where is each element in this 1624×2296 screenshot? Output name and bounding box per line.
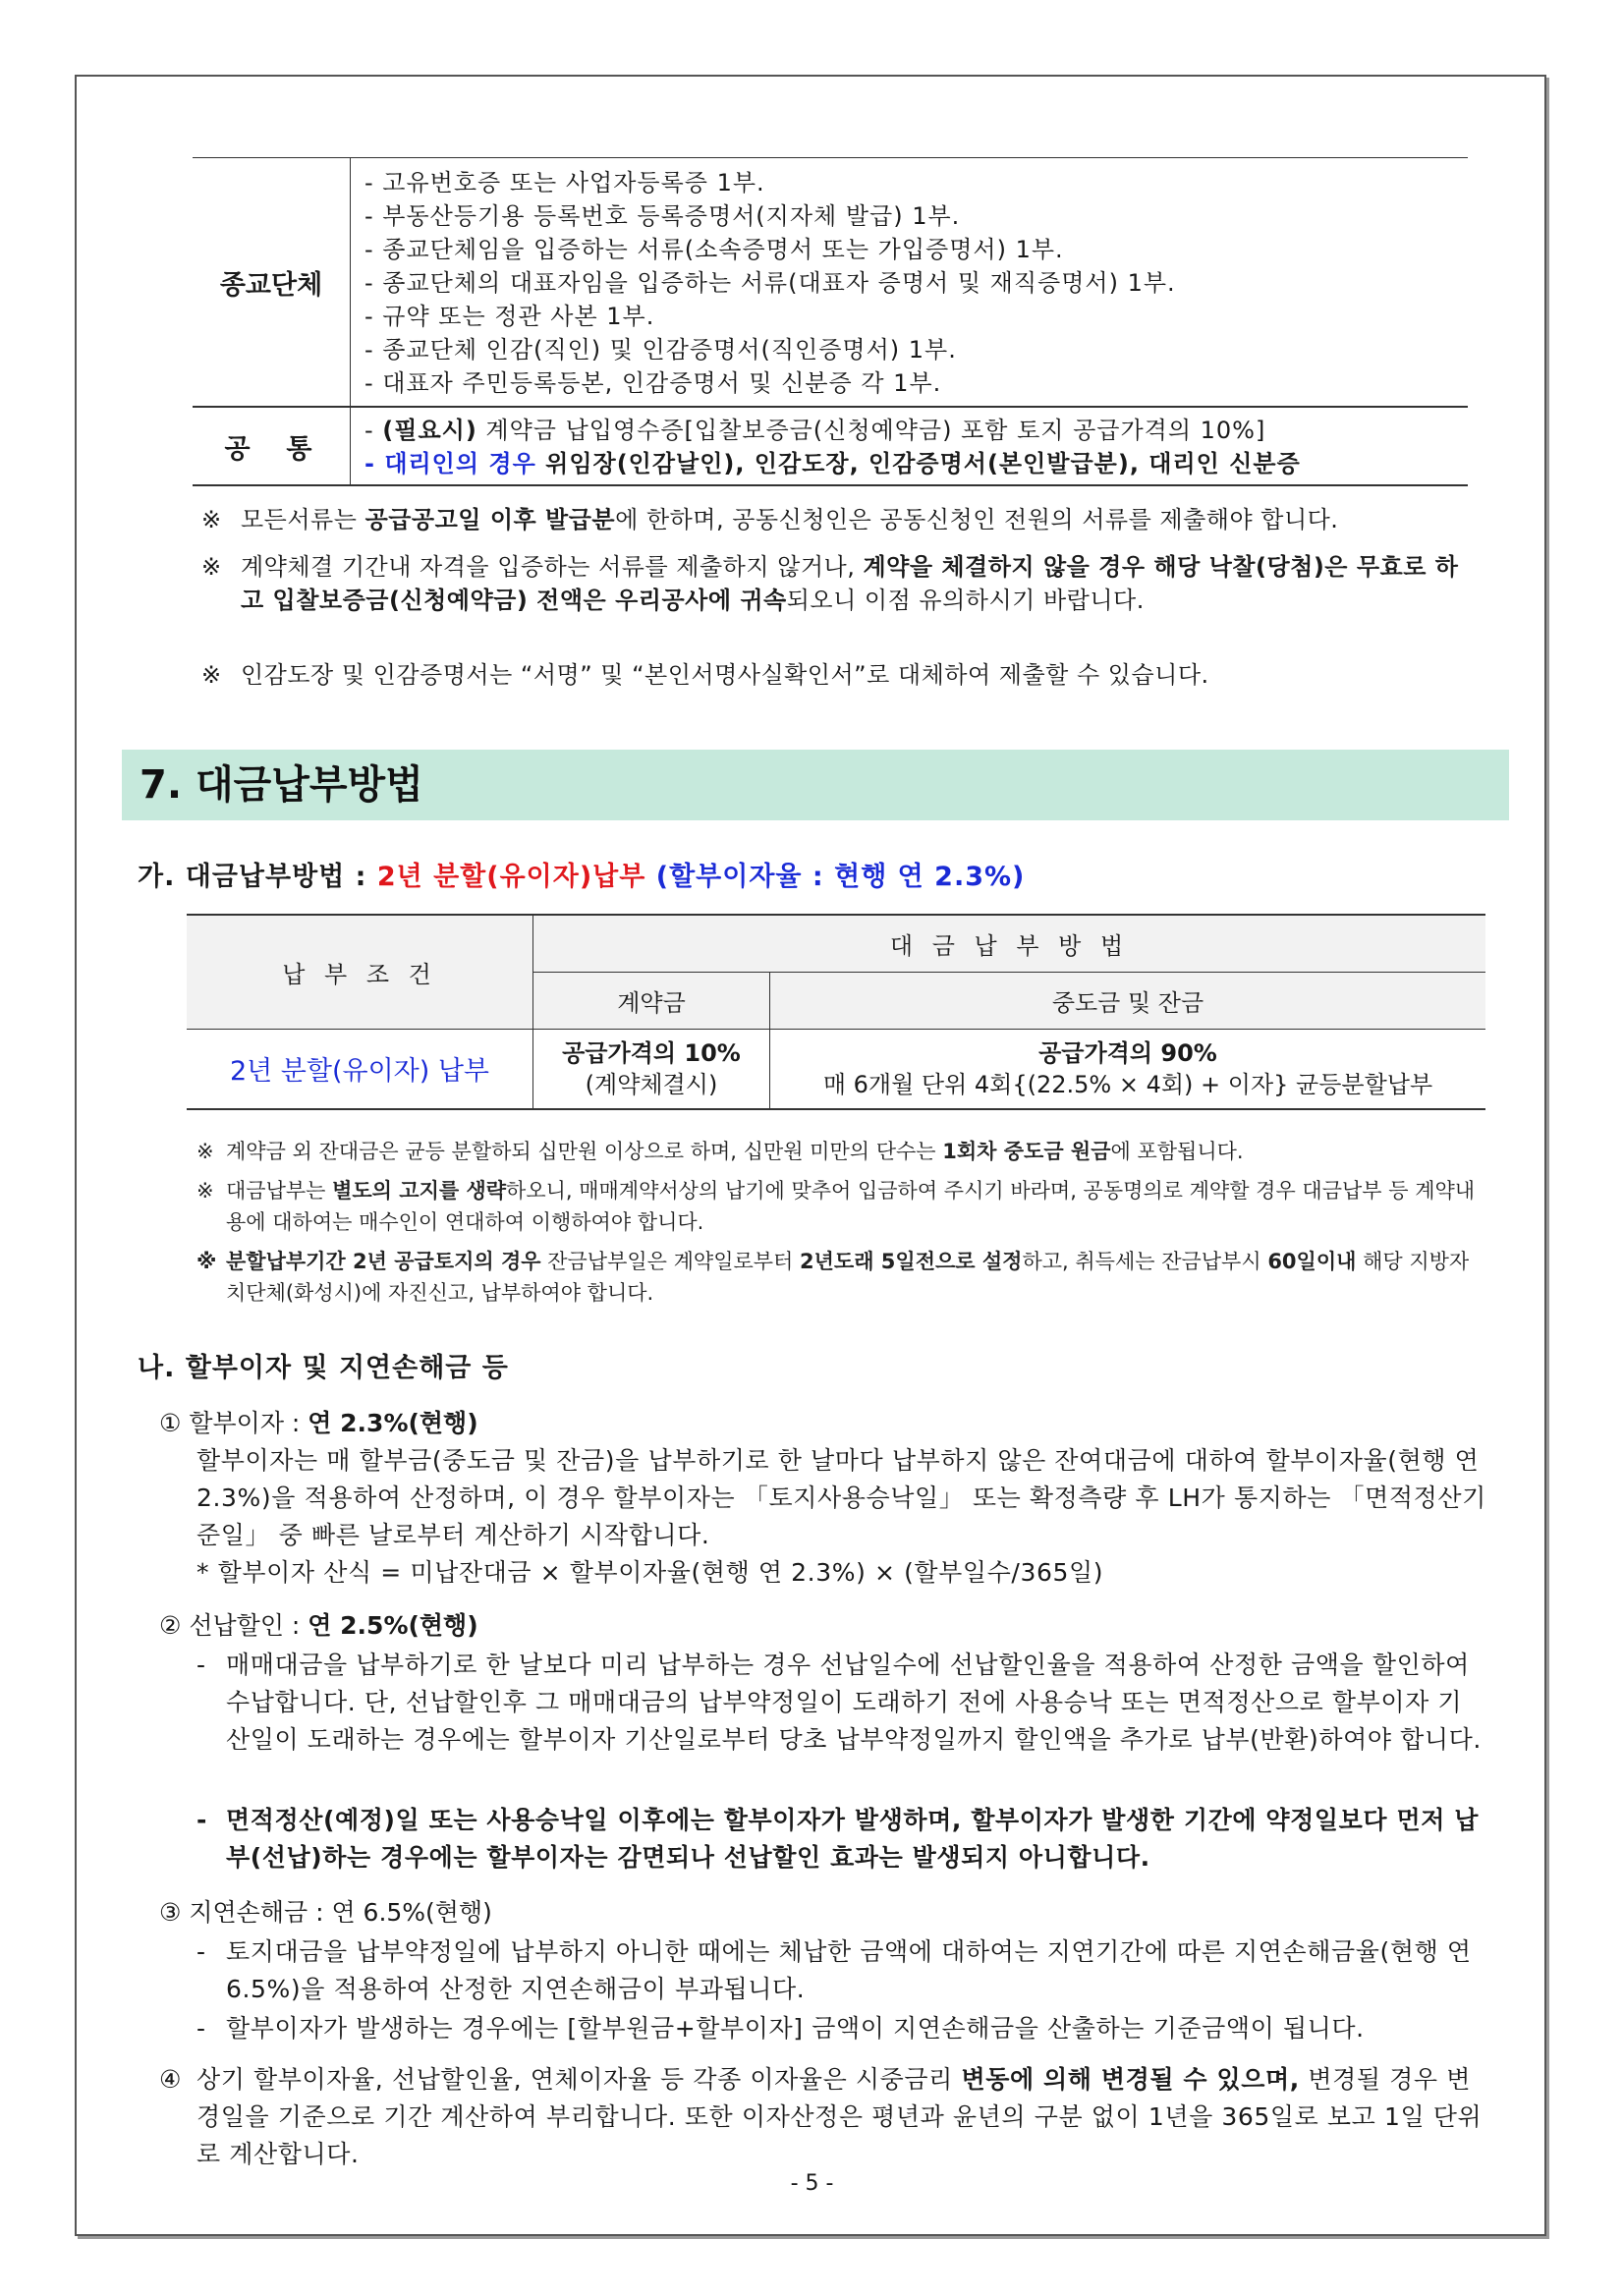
col-deposit-header: 계약금 <box>533 972 770 1029</box>
row-balance-schedule: 매 6개월 단위 4회{(22.5% × 4회) + 이자} 균등분할납부 <box>822 1070 1433 1098</box>
item-2-label: 선납할인 : <box>189 1611 308 1640</box>
col-balance-header: 중도금 및 잔금 <box>770 972 1486 1029</box>
note-1-bold: 공급공고일 이후 발급분 <box>364 506 616 533</box>
item-2-rate: 연 2.5%(현행) <box>308 1611 478 1640</box>
religious-item: - 대표자 주민등록등본, 인감증명서 및 신분증 각 1부. <box>364 369 942 397</box>
item-1-title <box>159 1407 478 1440</box>
common-item-1-bold: (필요시) <box>382 417 477 444</box>
item-4-body <box>196 2061 1487 2173</box>
pay-note-2-text-c: 하오니, 매매계약서상의 납기에 맞추어 입금하여 주시기 바라며, 공동명의로 계약할 경우 대금납부 등 계약내용에 대하여는 매수인이 연대하여 이행하여야 합니다. <box>226 1179 1476 1234</box>
col-method-header: 대 금 납 부 방 법 <box>533 915 1486 972</box>
item-3-title <box>159 1896 492 1930</box>
common-item-2 <box>364 447 1468 480</box>
pay-note-1-bold: 1회차 중도금 원금 <box>942 1140 1111 1163</box>
note-2-bold: 계약을 체결하지 않을 경우 해당 낙찰(당첨)은 무효로 하고 입찰보증금(신청예약금) 전액은 우리공사에 귀속 <box>241 553 1459 614</box>
item-3-detail-1-text: 토지대금을 납부약정일에 납부하지 아니한 때에는 체납한 금액에 대하여는 지연기간에 따른 지연손해금율(현행 연 6.5%)을 적용하여 산정한 지연손해금이 부과됩니다. <box>226 1937 1472 2003</box>
pay-note-2-bold: 별도의 고지를 생략 <box>332 1179 507 1203</box>
pay-note-1-text-c: 에 포함됩니다. <box>1110 1140 1244 1163</box>
item-4-bold: 변동에 의해 변경될 수 있으며, <box>961 2065 1300 2094</box>
item-1-formula: * 할부이자 산식 = 미납잔대금 × 할부이자율(현행 연 2.3%) × (할부일수/365일) <box>196 1558 1104 1587</box>
item-3-detail-2 <box>196 2010 1485 2047</box>
section-7-title: 7. 대금납부방법 <box>122 750 1509 820</box>
pay-note-2-text-a: 대금납부는 <box>226 1179 333 1203</box>
note-mark: ※ <box>201 553 222 581</box>
row-balance-amount: 공급가격의 90% <box>1038 1038 1217 1067</box>
note-2 <box>201 550 1479 617</box>
dash-mark: - <box>196 1806 207 1834</box>
row-deposit-timing: (계약체결시) <box>585 1070 718 1098</box>
item-2-detail-2 <box>196 1802 1485 1876</box>
pay-note-3-text-b: 잔금납부일은 계약일로부터 <box>540 1250 801 1273</box>
common-item-1-dash: - <box>364 417 383 444</box>
item-4-text-a: 상기 할부이자율, 선납할인율, 연체이자율 등 각종 이자율은 시중금리 <box>196 2065 962 2094</box>
subsection-na-title: 나. 할부이자 및 지연손해금 등 <box>138 1353 509 1383</box>
note-2-text-c: 되오니 이점 유의하시기 바랍니다. <box>786 587 1145 614</box>
pay-note-3-bold-c: 2년도래 5일전으로 설정 <box>800 1250 1023 1273</box>
item-4-number-wrap <box>159 2063 181 2097</box>
item-3-detail-2-text: 할부이자가 발생하는 경우에는 [할부원금+할부이자] 금액이 지연손해금을 산출하는 기준금액이 됩니다. <box>226 2014 1365 2043</box>
row-balance <box>770 1029 1486 1109</box>
pay-note-3 <box>196 1246 1484 1309</box>
pay-note-1-text-a: 계약금 외 잔대금은 균등 분할하되 십만원 이상으로 하며, 십만원 미만의 단수는 <box>226 1140 943 1163</box>
payment-table <box>187 914 1485 1110</box>
item-1-label: 할부이자 : <box>189 1409 308 1437</box>
note-mark: ※ <box>201 506 222 533</box>
item-3-number: ③ <box>159 1898 182 1927</box>
pay-note-3-bold-a: 분할납부기간 2년 공급토지의 경우 <box>226 1250 541 1273</box>
common-items <box>351 407 1469 485</box>
row-condition: 2년 분할(유이자) 납부 <box>187 1029 533 1109</box>
common-item-1-text: 계약금 납입영수증[입찰보증금(신청예약금) 포함 토지 공급가격의 10%] <box>476 417 1266 444</box>
religious-item: - 부동산등기용 등록번호 등록증명서(지자체 발급) 1부. <box>364 202 961 230</box>
religious-item: - 종교단체임을 입증하는 서류(소속증명서 또는 가입증명서) 1부. <box>364 236 1064 263</box>
pay-note-3-text-d: 하고, 취득세는 잔금납부시 <box>1022 1250 1268 1273</box>
pay-note-mark: ※ <box>196 1250 217 1273</box>
note-1-text-a: 모든서류는 <box>241 506 365 533</box>
common-label: 공 통 <box>193 407 351 485</box>
common-item-2-bold: 위임장(인감날인), 인감도장, 인감증명서(본인발급분), 대리인 신분증 <box>535 450 1301 477</box>
note-2-text-a: 계약체결 기간내 자격을 입증하는 서류를 제출하지 않거나, <box>241 553 864 581</box>
item-2-title <box>159 1609 478 1643</box>
page-number: - 5 - <box>790 2171 834 2196</box>
note-mark: ※ <box>201 661 222 689</box>
religious-label: 종교단체 <box>193 158 351 408</box>
item-2-number: ② <box>159 1611 182 1640</box>
note-1-text-c: 에 한하며, 공동신청인은 공동신청인 전원의 서류를 제출해야 합니다. <box>615 506 1339 533</box>
religious-item: - 종교단체의 대표자임을 입증하는 서류(대표자 증명서 및 재직증명서) 1부. <box>364 269 1176 297</box>
col-condition-header: 납 부 조 건 <box>187 915 533 1029</box>
documents-table <box>193 157 1468 486</box>
pay-note-mark: ※ <box>196 1179 214 1203</box>
subsection-ga-title <box>138 855 1025 893</box>
payment-header-row-1 <box>187 915 1485 972</box>
dash-mark: - <box>196 2014 206 2043</box>
row-deposit <box>533 1029 770 1109</box>
note-1 <box>201 503 1479 536</box>
item-3-detail-1 <box>196 1933 1485 2008</box>
dash-mark: - <box>196 1651 206 1679</box>
pay-note-1 <box>196 1136 1484 1167</box>
religious-item: - 규약 또는 정관 사본 1부. <box>364 303 655 330</box>
pay-note-2 <box>196 1175 1484 1238</box>
item-1-number: ① <box>159 1409 182 1437</box>
common-item-2-blue: - 대리인의 경우 <box>364 450 536 477</box>
common-row <box>193 407 1468 485</box>
payment-row <box>187 1029 1485 1109</box>
religious-row <box>193 158 1468 408</box>
note-3-text: 인감도장 및 인감증명서는 “서명” 및 “본인서명사실확인서”로 대체하여 제출할 수 있습니다. <box>241 661 1209 689</box>
note-3 <box>201 658 1479 692</box>
pay-note-3-text-f: 해당 지방자치단체(화성시)에 자진신고, 납부하여야 합니다. <box>226 1250 1470 1305</box>
dash-mark: - <box>196 1937 206 1966</box>
row-deposit-amount: 공급가격의 10% <box>562 1038 741 1067</box>
item-2-detail-1-text: 매매대금을 납부하기로 한 날보다 미리 납부하는 경우 선납일수에 선납할인율을 적용하여 산정한 금액을 할인하여 수납합니다. 단, 선납할인후 그 매매대금의 납부약정일이 도래하기 전에 사용승낙 또는 면적정산으로 할부이자 기산일이 도래하는 경우에는 할부이자 기산일로부터 당초 납부약정일까지 할인액을 추가로 납부(반환)하여야 합니다. <box>226 1651 1482 1754</box>
item-2-detail-1 <box>196 1647 1485 1759</box>
religious-items <box>351 158 1469 408</box>
religious-item: - 종교단체 인감(직인) 및 인감증명서(직인증명서) 1부. <box>364 336 957 364</box>
item-1-rate: 연 2.3%(현행) <box>308 1409 478 1437</box>
common-item-1 <box>364 414 1468 447</box>
item-4-number: ④ <box>159 2065 182 2094</box>
item-1-body: 할부이자는 매 할부금(중도금 및 잔금)을 납부하기로 한 날마다 납부하지 않은 잔여대금에 대하여 할부이자율(현행 연2.3%)을 적용하여 산정하며, 이 경우 할부이자는 「토지사용승낙일」 또는 확정측량 후 LH가 통지하는 「면적정산기준일」 중 빠른 날로부터 계산하기 시작합니다. <box>196 1446 1486 1549</box>
item-2-detail-2-text: 면적정산(예정)일 또는 사용승낙일 이후에는 할부이자가 발생하며, 할부이자가 발생한 기간에 약정일보다 먼저 납부(선납)하는 경우에는 할부이자는 감면되나 선납할인 효과는 발생되지 아니합니다. <box>226 1806 1479 1872</box>
pay-note-mark: ※ <box>196 1140 214 1163</box>
subsection-ga-blue: (할부이자율 : 현행 연 2.3%) <box>645 862 1026 892</box>
item-3-label: 지연손해금 : 연 6.5%(현행) <box>189 1898 492 1927</box>
subsection-ga-prefix: 가. 대금납부방법 : <box>138 862 377 892</box>
pay-note-3-bold-e: 60일이내 <box>1267 1250 1357 1273</box>
item-4-text-c: 변경될 경우 변경일을 기준으로 기간 계산하여 부리합니다. 또한 이자산정은 평년과 윤년의 구분 없이 1년을 365일로 보고 1일 단위로 계산합니다. <box>196 2065 1483 2168</box>
subsection-ga-red: 2년 분할(유이자)납부 <box>376 862 646 892</box>
religious-item: - 고유번호증 또는 사업자등록증 1부. <box>364 169 765 196</box>
